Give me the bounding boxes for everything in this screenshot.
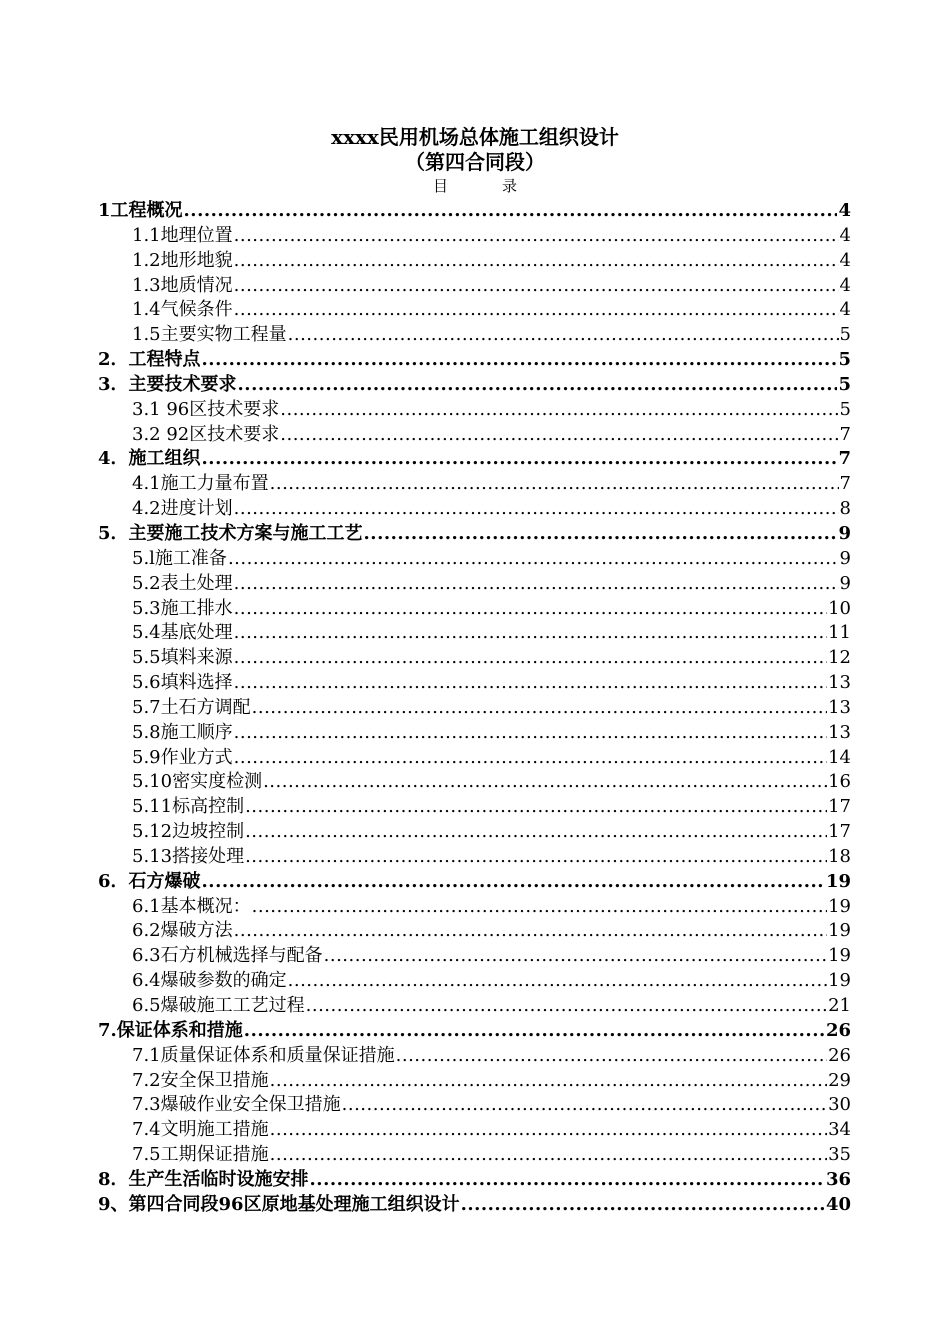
toc-entry-page: 13 <box>828 721 851 743</box>
toc-entry-label: 3.1 96区技术要求 <box>132 398 280 420</box>
toc-dot-leader <box>270 472 839 496</box>
toc-entry[interactable] <box>98 497 851 522</box>
toc-entry[interactable] <box>98 1193 851 1218</box>
toc-heading-right: 录 <box>502 177 518 195</box>
toc-entry[interactable] <box>98 795 851 820</box>
toc-dot-leader <box>270 1143 827 1167</box>
toc-entry[interactable] <box>98 621 851 646</box>
toc-dot-leader <box>234 621 827 645</box>
toc-entry-label: 5.13搭接处理 <box>132 845 245 867</box>
toc-entry-label: 1.3地质情况 <box>132 274 233 296</box>
toc-heading <box>0 176 950 196</box>
toc-entry[interactable] <box>98 994 851 1019</box>
toc-entry-page: 7 <box>839 473 851 495</box>
toc-entry-page: 30 <box>828 1094 851 1116</box>
toc-dot-leader <box>245 795 827 819</box>
toc-entry[interactable] <box>98 423 851 448</box>
toc-entry-page: 9 <box>839 547 851 569</box>
toc-entry-label: 1.5主要实物工程量 <box>132 324 287 346</box>
toc-dot-leader <box>252 895 827 919</box>
toc-dot-leader <box>234 597 827 621</box>
toc-entry-page: 40 <box>825 1193 851 1215</box>
toc-dot-leader <box>461 1193 825 1217</box>
toc-entry[interactable] <box>98 572 851 597</box>
toc-dot-leader <box>364 522 838 546</box>
toc-dot-leader <box>234 572 839 596</box>
toc-dot-leader <box>234 746 827 770</box>
toc-entry-label: 4．施工组织 <box>98 448 201 470</box>
table-of-contents <box>98 199 851 1218</box>
toc-entry-label: 7.3爆破作业安全保卫措施 <box>132 1094 341 1116</box>
toc-entry-label: 3．主要技术要求 <box>98 373 237 395</box>
toc-entry-page: 9 <box>838 522 851 544</box>
toc-entry-page: 19 <box>828 945 851 967</box>
toc-entry[interactable] <box>98 770 851 795</box>
toc-dot-leader <box>234 274 839 298</box>
toc-dot-leader <box>263 770 827 794</box>
toc-dot-leader <box>280 398 838 422</box>
toc-entry-label: 5.8施工顺序 <box>132 721 233 743</box>
toc-dot-leader <box>270 1118 827 1142</box>
toc-dot-leader <box>245 820 827 844</box>
toc-entry-page: 21 <box>828 995 851 1016</box>
toc-dot-leader <box>184 199 838 223</box>
toc-entry-page: 12 <box>828 647 851 669</box>
toc-entry[interactable] <box>98 919 851 944</box>
document-subtitle: （第四合同段） <box>405 150 545 174</box>
toc-entry-page: 10 <box>828 597 851 619</box>
toc-entry-label: 7.1质量保证体系和质量保证措施 <box>132 1044 395 1066</box>
toc-entry[interactable] <box>98 746 851 771</box>
toc-entry-label: 5.2表土处理 <box>132 572 233 594</box>
toc-entry-label: 8．生产生活临时设施安排 <box>98 1168 309 1190</box>
toc-dot-leader <box>252 696 827 720</box>
toc-entry-page: 26 <box>825 1019 851 1041</box>
toc-entry-label: 2．工程特点 <box>98 349 201 371</box>
toc-dot-leader <box>306 994 827 1018</box>
toc-entry[interactable] <box>98 398 851 423</box>
toc-entry[interactable] <box>98 671 851 696</box>
toc-entry-label: 7.保证体系和措施 <box>98 1019 243 1041</box>
toc-entry-page: 29 <box>828 1069 851 1091</box>
toc-dot-leader <box>234 721 827 745</box>
toc-entry[interactable] <box>98 224 851 249</box>
toc-dot-leader <box>342 1093 827 1117</box>
toc-entry-page: 16 <box>828 771 851 793</box>
toc-dot-leader <box>202 447 838 471</box>
toc-dot-leader <box>234 224 839 248</box>
toc-dot-leader <box>234 298 839 322</box>
toc-entry-label: 6.4爆破参数的确定 <box>132 970 287 992</box>
toc-entry-label: 5.3施工排水 <box>132 597 233 619</box>
toc-entry-label: 6.5爆破施工工艺过程 <box>132 995 305 1016</box>
toc-entry[interactable] <box>98 199 851 224</box>
toc-entry-page: 4 <box>838 200 851 221</box>
toc-entry-label: 5.7土石方调配 <box>132 696 251 718</box>
toc-entry-label: 5.9作业方式 <box>132 746 233 768</box>
toc-entry-label: 3.2 92区技术要求 <box>132 423 280 445</box>
toc-entry[interactable] <box>98 274 851 299</box>
toc-entry-page: 19 <box>828 970 851 992</box>
toc-dot-leader <box>234 919 827 943</box>
toc-entry-label: 7.4文明施工措施 <box>132 1119 269 1141</box>
toc-entry-label: 7.2安全保卫措施 <box>132 1069 269 1091</box>
toc-dot-leader <box>234 249 839 273</box>
toc-entry[interactable] <box>98 597 851 622</box>
toc-entry-page: 13 <box>828 696 851 718</box>
toc-entry[interactable] <box>98 696 851 721</box>
toc-entry-page: 14 <box>828 746 851 768</box>
toc-entry[interactable] <box>98 1019 851 1044</box>
toc-entry-label: 4.1施工力量布置 <box>132 473 269 495</box>
toc-entry-label: 4.2进度计划 <box>132 498 233 520</box>
toc-entry-label: 5．主要施工技术方案与施工工艺 <box>98 522 363 544</box>
toc-dot-leader <box>202 348 838 372</box>
toc-entry[interactable] <box>98 1118 851 1143</box>
toc-entry[interactable] <box>98 522 851 547</box>
toc-entry-label: 1.4气候条件 <box>132 299 233 321</box>
toc-dot-leader <box>234 646 827 670</box>
toc-entry-page: 4 <box>839 249 851 271</box>
toc-dot-leader <box>244 1019 825 1043</box>
toc-dot-leader <box>396 1044 827 1068</box>
toc-entry[interactable] <box>98 820 851 845</box>
toc-entry[interactable] <box>98 323 851 348</box>
toc-entry[interactable] <box>98 870 851 895</box>
toc-entry[interactable] <box>98 249 851 274</box>
toc-entry[interactable] <box>98 547 851 572</box>
toc-entry-page: 17 <box>828 821 851 843</box>
toc-entry-page: 4 <box>839 224 851 246</box>
toc-dot-leader <box>238 373 838 397</box>
toc-entry[interactable] <box>98 721 851 746</box>
toc-entry-label: 9、第四合同段96区原地基处理施工组织设计 <box>98 1193 460 1215</box>
toc-entry[interactable] <box>98 646 851 671</box>
toc-entry[interactable] <box>98 845 851 870</box>
toc-entry[interactable] <box>98 1143 851 1168</box>
document-title: xxxx民用机场总体施工组织设计 <box>331 125 619 149</box>
toc-entry-page: 7 <box>839 423 851 445</box>
toc-entry-page: 36 <box>825 1168 851 1190</box>
toc-entry[interactable] <box>98 1093 851 1118</box>
toc-entry-label: 1.2地形地貌 <box>132 249 233 271</box>
toc-entry-label: 5.5填料来源 <box>132 647 233 669</box>
toc-dot-leader <box>270 1069 827 1093</box>
toc-entry-label: 1.1地理位置 <box>132 224 233 246</box>
toc-heading-left: 目 <box>432 177 448 195</box>
toc-dot-leader <box>324 944 827 968</box>
toc-entry-page: 8 <box>839 498 851 520</box>
toc-entry[interactable] <box>98 944 851 969</box>
toc-dot-leader <box>280 423 838 447</box>
toc-entry-page: 5 <box>839 324 851 346</box>
toc-entry[interactable] <box>98 348 851 373</box>
toc-dot-leader <box>202 870 825 894</box>
toc-entry-label: 5.12边坡控制 <box>132 821 245 843</box>
toc-entry-label: 1工程概况 <box>98 200 183 221</box>
toc-dot-leader <box>288 323 839 347</box>
toc-entry-label: 5.11标高控制 <box>132 796 245 818</box>
toc-entry-page: 19 <box>828 920 851 942</box>
toc-entry-page: 5 <box>838 349 851 371</box>
toc-entry-page: 17 <box>828 796 851 818</box>
toc-entry-page: 7 <box>838 448 851 470</box>
toc-entry-page: 5 <box>839 398 851 420</box>
toc-entry[interactable] <box>98 1044 851 1069</box>
toc-entry-page: 4 <box>839 274 851 296</box>
toc-entry[interactable] <box>98 373 851 398</box>
toc-dot-leader <box>234 671 827 695</box>
toc-entry-label: 5.4基底处理 <box>132 622 233 644</box>
toc-entry[interactable] <box>98 1168 851 1193</box>
toc-entry-page: 18 <box>828 845 851 867</box>
toc-dot-leader <box>245 845 827 869</box>
toc-entry-page: 26 <box>828 1044 851 1066</box>
toc-dot-leader <box>228 547 839 571</box>
toc-entry-page: 13 <box>828 672 851 694</box>
toc-entry-page: 4 <box>839 299 851 321</box>
toc-entry[interactable] <box>98 472 851 497</box>
toc-entry[interactable] <box>98 447 851 472</box>
toc-entry-page: 11 <box>828 622 851 644</box>
toc-entry-page: 19 <box>828 895 851 917</box>
toc-entry-page: 34 <box>828 1119 851 1141</box>
toc-dot-leader <box>288 969 827 993</box>
toc-entry-label: 6．石方爆破 <box>98 870 201 892</box>
toc-entry[interactable] <box>98 298 851 323</box>
toc-entry-label: 6.2爆破方法 <box>132 920 233 942</box>
toc-dot-leader <box>310 1168 825 1192</box>
toc-entry-label: 7.5工期保证措施 <box>132 1144 269 1166</box>
toc-dot-leader <box>234 497 839 521</box>
toc-entry-label: 5.6填料选择 <box>132 672 233 694</box>
toc-entry-page: 35 <box>828 1144 851 1166</box>
toc-entry-label: 5.l施工准备 <box>132 547 227 569</box>
toc-entry[interactable] <box>98 1069 851 1094</box>
toc-entry-page: 19 <box>825 870 851 892</box>
toc-entry-page: 9 <box>839 572 851 594</box>
toc-entry[interactable] <box>98 895 851 920</box>
toc-entry-page: 5 <box>838 373 851 395</box>
toc-entry-label: 6.3石方机械选择与配备 <box>132 945 323 967</box>
toc-entry-label: 6.1基本概况： <box>132 895 251 917</box>
toc-entry[interactable] <box>98 969 851 994</box>
toc-entry-label: 5.10密实度检测 <box>132 771 263 793</box>
